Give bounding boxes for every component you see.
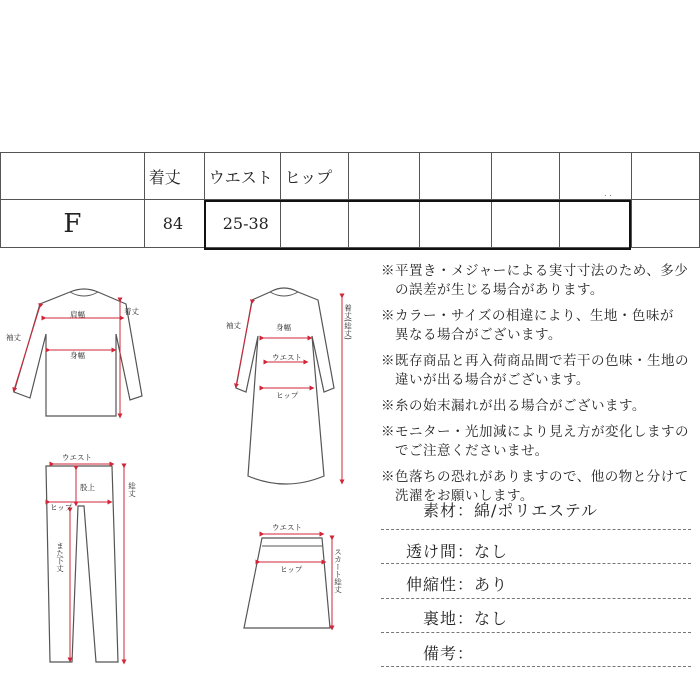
note-item: ※糸の始末漏れが出る場合がございます。	[381, 398, 646, 414]
value-cell	[632, 200, 700, 248]
dress-length-label: 着丈(総丈)	[343, 304, 353, 340]
top-sleeve-label: 袖丈	[6, 333, 21, 342]
note-item: ※モニター・光加減により見え方が変化しますの でご注意くださいませ。	[381, 424, 689, 459]
pants-waist-label: ウエスト	[62, 453, 92, 462]
divider	[381, 666, 691, 667]
skirt-waist-label: ウエスト	[272, 523, 302, 532]
skirt-hip-label: ヒップ	[280, 565, 303, 574]
top-body-label: 身幅	[70, 351, 85, 360]
header-cell-size	[1, 153, 145, 200]
header-cell-length: 着丈	[144, 153, 204, 200]
pants-rise-label: 股上	[80, 483, 95, 492]
top-shoulder-label: 肩幅	[70, 310, 85, 319]
stray-dots: . .	[604, 189, 612, 198]
header-cell-hip: ヒップ	[280, 153, 348, 200]
note-item: ※平置き・メジャーによる実寸寸法のため、多少 の誤差が生じる場合があります。	[381, 263, 689, 298]
dress-body-label: 身幅	[276, 323, 291, 332]
note-item: ※カラー・サイズの相違により、生地・色味が 異なる場合がございます。	[381, 308, 674, 343]
header-cell-empty	[420, 153, 492, 200]
header-cell-empty	[348, 153, 420, 200]
attr-lining: 裏地：なし	[422, 609, 509, 628]
divider	[381, 563, 691, 564]
size-table	[0, 152, 700, 248]
dress-sleeve-label: 袖丈	[226, 321, 241, 330]
attr-sheerness: 透け間：なし	[405, 542, 509, 561]
header-cell-waist: ウエスト	[204, 153, 280, 200]
care-notes	[381, 262, 699, 513]
measurement-diagrams	[0, 270, 370, 680]
value-cell	[420, 200, 492, 248]
value-cell	[492, 200, 560, 248]
divider	[381, 632, 691, 633]
top-length-label: 着丈	[124, 307, 139, 316]
attr-material: 素材：綿/ポリエステル	[422, 501, 598, 520]
sleeve-measure	[14, 306, 40, 390]
note-item: ※既存商品と再入荷商品間で若干の色味・生地の 違いが出る場合がございます。	[381, 353, 689, 388]
length-cell: 84	[144, 200, 204, 248]
size-table-row-f	[1, 200, 700, 248]
value-cell	[348, 200, 420, 248]
divider	[381, 529, 691, 530]
header-cell-empty	[632, 153, 700, 200]
dress-outline	[236, 288, 334, 484]
skirt-diagram	[244, 523, 343, 628]
note-item: ※色落ちの恐れがありますので、他の物と分けて 洗濯をお願いします。	[381, 469, 689, 504]
pants-hip-label: ヒップ	[50, 503, 73, 512]
value-cell	[560, 200, 632, 248]
attr-remarks: 備考：	[422, 644, 475, 663]
header-cell-empty	[560, 153, 632, 200]
attr-stretch: 伸縮性：あり	[405, 575, 509, 594]
top-diagram	[6, 289, 142, 416]
pants-total-label: 総丈	[127, 482, 137, 497]
value-cell	[280, 200, 348, 248]
waist-cell: 25-38	[204, 200, 280, 248]
dress-waist-label: ウエスト	[272, 353, 302, 362]
pants-diagram	[46, 453, 137, 662]
header-cell-empty	[492, 153, 560, 200]
skirt-length-label: スカート総丈	[333, 548, 343, 593]
dress-diagram	[226, 288, 353, 484]
size-cell: F	[1, 200, 145, 248]
pants-inseam-label: また下丈	[55, 542, 65, 572]
size-table-header-row	[1, 153, 700, 200]
dress-hip-label: ヒップ	[276, 391, 299, 400]
skirt-outline	[244, 538, 330, 628]
divider	[381, 598, 691, 599]
